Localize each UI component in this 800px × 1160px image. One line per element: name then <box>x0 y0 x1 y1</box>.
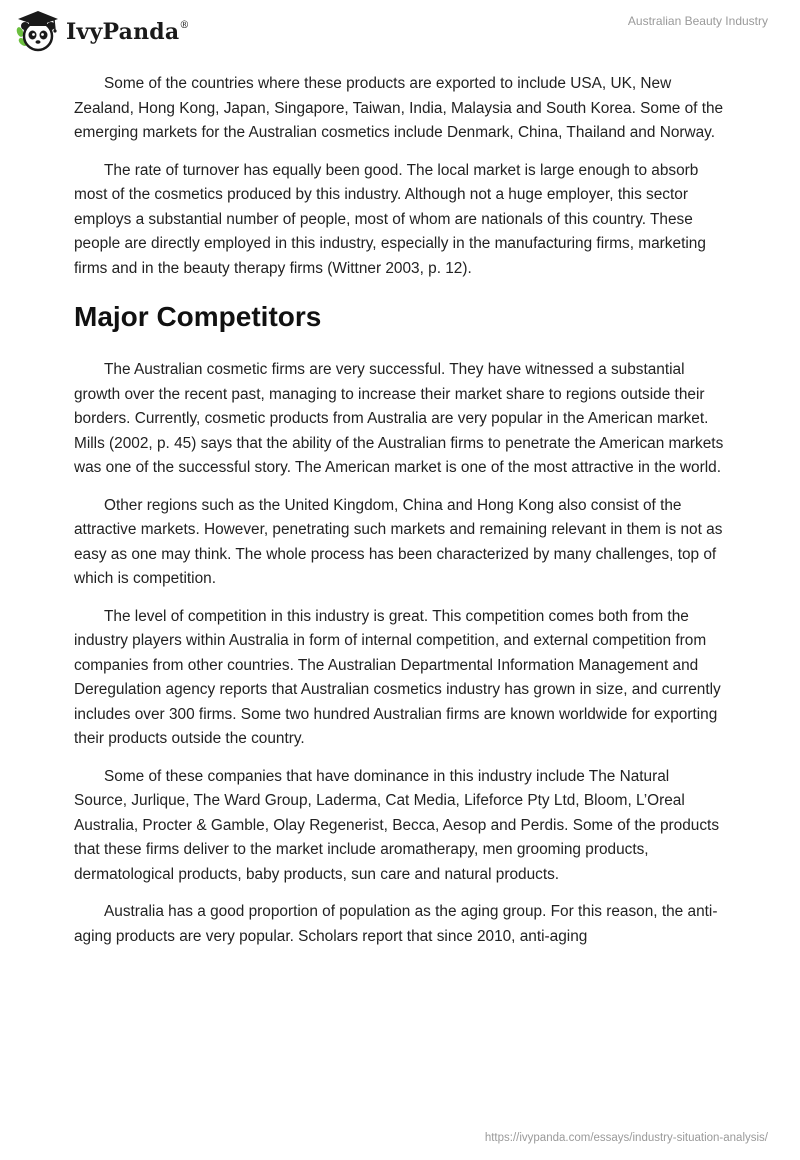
article-body <box>74 72 724 962</box>
paragraph: Some of the countries where these products are exported to include USA, UK, New Zealand, Hong Kong, Japan, Singapore, Taiwan, India, Malaysia and South Korea. Some of the emerging markets for the Australian cosmetics include Denmark, China, Thailand and Norway. <box>74 75 724 141</box>
source-url-link[interactable]: https://ivypanda.com/essays/industry-situation-analysis/ <box>484 1132 768 1144</box>
paragraph: The Australian cosmetic firms are very successful. They have witnessed a substantial growth over the recent past, managing to increase their market share to regions outside their borders. Currently, cosmetic products from Australia are very popular in the American market. Mills (2002, p. 45) says that the ability of the Australian firms to penetrate the American markets was one of the successful story. The American market is one of the most attractive in the world. <box>74 361 724 476</box>
document-title: Australian Beauty Industry <box>627 14 768 28</box>
section-heading: Major Competitors <box>74 301 322 332</box>
logo-wordmark: IvyPanda® <box>66 19 190 45</box>
panda-graduate-icon <box>14 8 62 56</box>
page-header <box>0 0 800 70</box>
paragraph: Some of these companies that have dominance in this industry include The Natural Source, Jurlique, The Ward Group, Laderma, Cat Media, Lifeforce Pty Ltd, Bloom, L’Oreal Australia, Procter & Gamble, Olay Regenerist, Becca, Aesop and Perdis. Some of the products that these firms deliver to the market include aromatherapy, men grooming products, dermatological products, baby products, sun care and natural products. <box>74 767 720 883</box>
paragraph: The level of competition in this industry is great. This competition comes both from the industry players within Australia in form of internal competition, and external competition from companies from other countries. The Australian Departmental Information Management and Deregulation agency reports that Australian cosmetics industry has grown in size, and currently includes over 300 firms. Some two hundred Australian firms are known worldwide for exporting their products outside the country. <box>74 607 721 747</box>
paragraph: Other regions such as the United Kingdom, China and Hong Kong also consist of the attractive markets. However, penetrating such markets and remaining relevant in them is not as easy as one may think. The whole process has been characterized by many challenges, top of which is competition. <box>74 496 723 587</box>
paragraph: The rate of turnover has equally been good. The local market is large enough to absorb most of the cosmetics produced by this industry. Although not a huge employer, this sector employs a substantial number of people, most of whom are nationals of this country. These people are directly employed in this industry, especially in the manufacturing firms, marketing firms and in the beauty therapy firms (Wittner 2003, p. 12). <box>74 161 706 277</box>
ivypanda-logo[interactable] <box>14 8 190 56</box>
paragraph: Australia has a good proportion of population as the aging group. For this reason, the anti-aging products are very popular. Scholars report that since 2010, anti-aging <box>74 903 718 945</box>
